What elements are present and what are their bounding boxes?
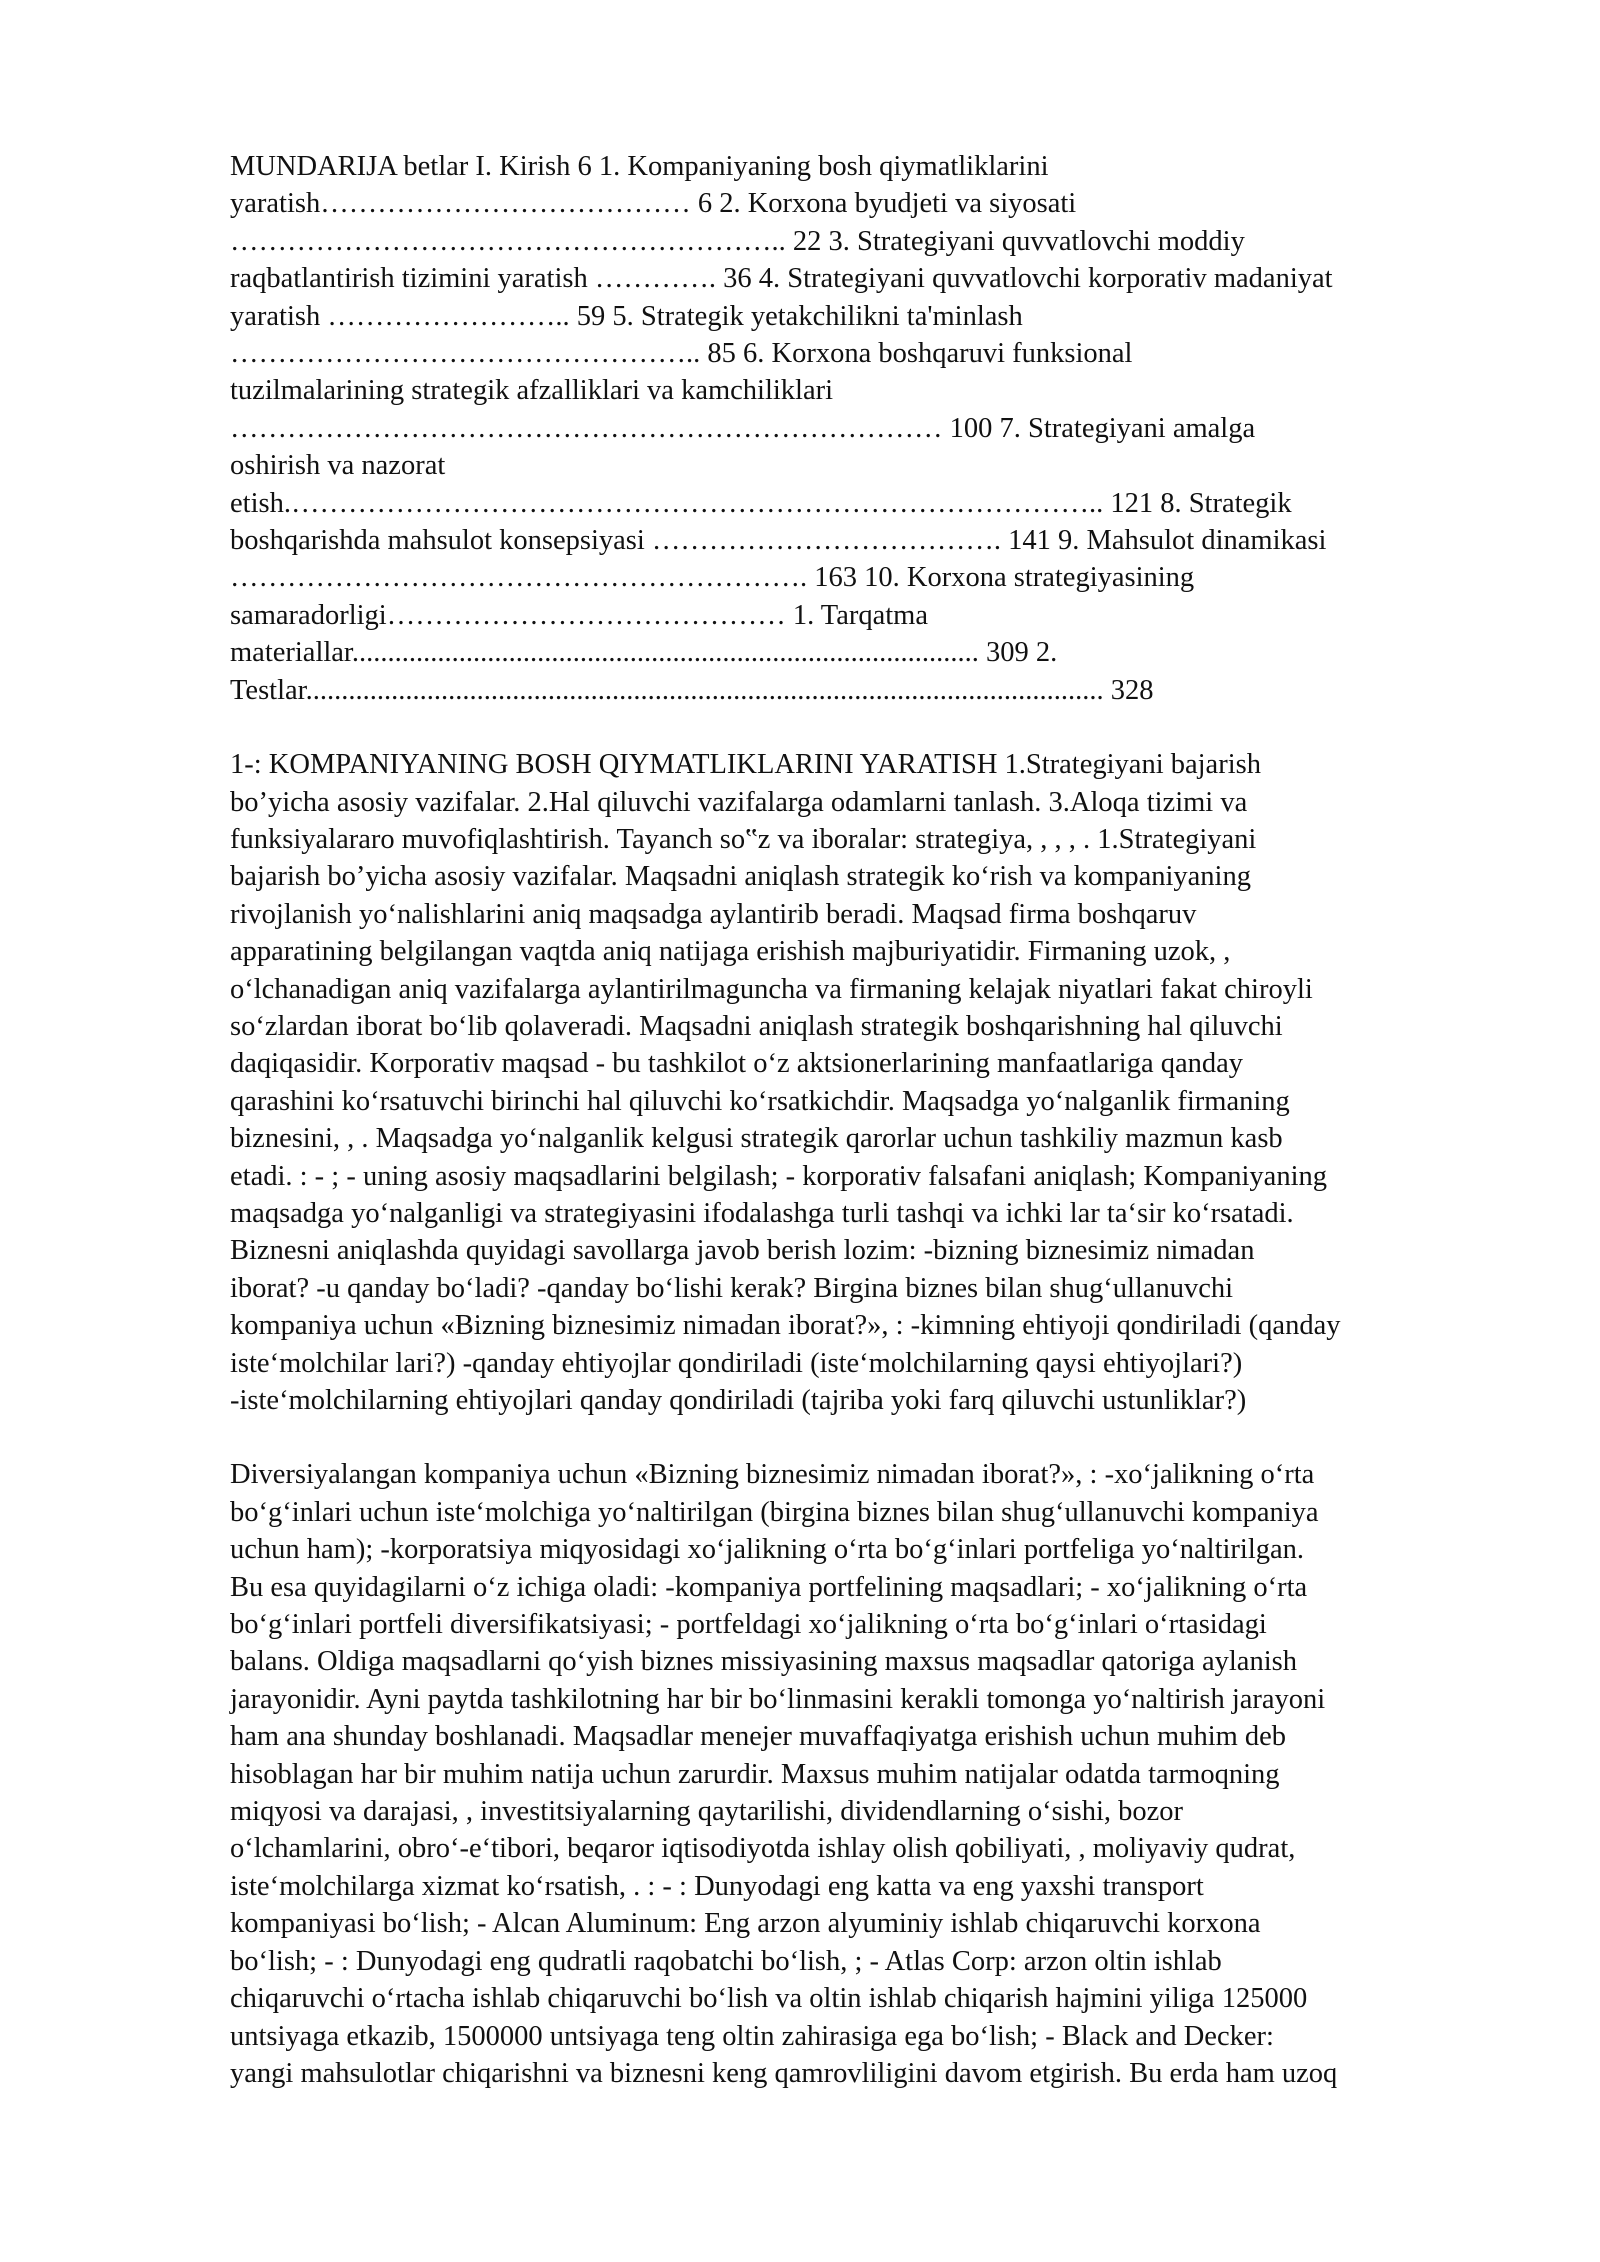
table-of-contents: MUNDARIJA betlar I. Kirish 6 1. Kompaniyaning bosh qiymatliklarini yaratish………………………………… 6 2. Korxona byudjeti va siyosati ………………………………………………….. 22 3. Strategiyani quvvatlovchi moddiy raqbatlantirish tizimini yaratish …………. 36 4. Strategiyani quvvatlovchi korporativ madaniyat yaratish …………………….. 59 5. Strategik yetakchilikni ta'minlash ………………………………………….. 85 6. Korxona boshqaruvi funksional tuzilmalarining strategik afzalliklari va kamchiliklari ………………………………………………………………… 100 7. Strategiyani amalga oshirish va nazorat etish.………………………………………………………………………….. 121 8. Strategik boshqarishda mahsulot konsepsiyasi ………………………………. 141 9. Mahsulot dinamikasi ……………………………………………………. 163 10. Korxona strategiyasining samaradorligi…………………………………… 1. Tarqatma materiallar........................................................................................ 309 2. Testlar................................................................................................................ 328 [230, 151, 1333, 706]
section-2-paragraph: Diversiyalangan kompaniya uchun «Bizning biznesimiz nimadan iborat?», : -xo‘jalikning o‘rta bo‘g‘inlari uchun iste‘molchiga yo‘naltirilgan (birgina biznes bilan shug‘ullanuvchi kompaniya uchun ham); -korporatsiya miqyosidagi xo‘jalikning o‘rta bo‘g‘inlari portfeliga yo‘naltirilgan. Bu esa quyidagilarni o‘z ichiga oladi: -kompaniya portfelining maqsadlari; - xo‘jalikning o‘rta bo‘g‘inlari portfeli diversifikatsiyasi; - portfeldagi xo‘jalikning o‘rta bo‘g‘inlari o‘rtasidagi balans. Oldiga maqsadlarni qo‘yish biznes missiyasining maxsus maqsadlar qatoriga aylanish jarayonidir. Ayni paytda tashkilotning har bir bo‘linmasini kerakli tomonga yo‘naltirish jarayoni ham ana shunday boshlanadi. Maqsadlar menejer muvaffaqiyatga erishish uchun muhim deb hisoblagan har bir muhim natija uchun zarurdir. Maxsus muhim natijalar odatda tarmoqning miqyosi va darajasi, , investitsiyalarning qaytarilishi, dividendlarning o‘sishi, bozor o‘lchamlarini, obro‘-e‘tibori, beqaror iqtisodiyotda ishlay olish qobiliyati, , moliyaviy qudrat, iste‘molchilarga xizmat ko‘rsatish, . : - : Dunyodagi eng katta va eng yaxshi transport kompaniyasi bo‘lish; - Alcan Aluminum: Eng arzon alyuminiy ishlab chiqaruvchi korxona bo‘lish; - : Dunyodagi eng qudratli raqobatchi bo‘lish, ; - Atlas Corp: arzon oltin ishlab chiqaruvchi o‘rtacha ishlab chiqaruvchi bo‘lish va oltin ishlab chiqarish hajmini yiliga 125000 untsiyaga etkazib, 1500000 untsiyaga teng oltin zahirasiga ega bo‘lish; - Black and Decker: yangi mahsulotlar chiqarishni va biznesni keng qamrovliligini davom etgirish. Bu erda ham uzoq [230, 1459, 1338, 2089]
section-1-paragraph: 1-: KOMPANIYANING BOSH QIYMATLIKLARINI YARATISH 1.Strategiyani bajarish bo’yicha asosiy vazifalar. 2.Hal qiluvchi vazifalarga odamlarni tanlash. 3.Aloqa tizimi va funksiyalararo muvofiqlashtirish. Tayanch so‟z va iboralar: strategiya, , , , . 1.Strategiyani bajarish bo’yicha asosiy vazifalar. Maqsadni aniqlash strategik ko‘rish va kompaniyaning rivojlanish yo‘nalishlarini aniq maqsadga aylantirib beradi. Maqsad firma boshqaruv apparatining belgilangan vaqtda aniq natijaga erishish majburiyatidir. Firmaning uzok, , o‘lchanadigan aniq vazifalarga aylantirilmaguncha va firmaning kelajak niyatlari fakat chiroyli so‘zlardan iborat bo‘lib qolaveradi. Maqsadni aniqlash strategik boshqarishning hal qiluvchi daqiqasidir. Korporativ maqsad - bu tashkilot o‘z aktsionerlarining manfaatlariga qanday qarashini ko‘rsatuvchi birinchi hal qiluvchi ko‘rsatkichdir. Maqsadga yo‘nalganlik firmaning biznesini, , . Maqsadga yo‘nalganlik kelgusi strategik qarorlar uchun tashkiliy mazmun kasb etadi. : - ; - uning asosiy maqsadlarini belgilash; - korporativ falsafani aniqlash; Kompaniyaning maqsadga yo‘nalganligi va strategiyasini ifodalashga turli tashqi va ichki lar ta‘sir ko‘rsatadi. Biznesni aniqlashda quyidagi savollarga javob berish lozim: -bizning biznesimiz nimadan iborat? -u qanday bo‘ladi? -qanday bo‘lishi kerak? Birgina biznes bilan shug‘ullanuvchi kompaniya uchun «Bizning biznesimiz nimadan iborat?», : -kimning ehtiyoji qondiriladi (qanday iste‘molchilar lari?) -qanday ehtiyojlar qondiriladi (iste‘molchilarning qaysi ehtiyojlari?) -iste‘molchilarning ehtiyojlari qanday qondiriladi (tajriba yoki farq qiluvchi ustunliklar?) [230, 749, 1341, 1416]
paragraph-spacer [230, 709, 1520, 746]
document-body [230, 148, 1520, 2092]
paragraph-spacer [230, 1419, 1520, 1456]
